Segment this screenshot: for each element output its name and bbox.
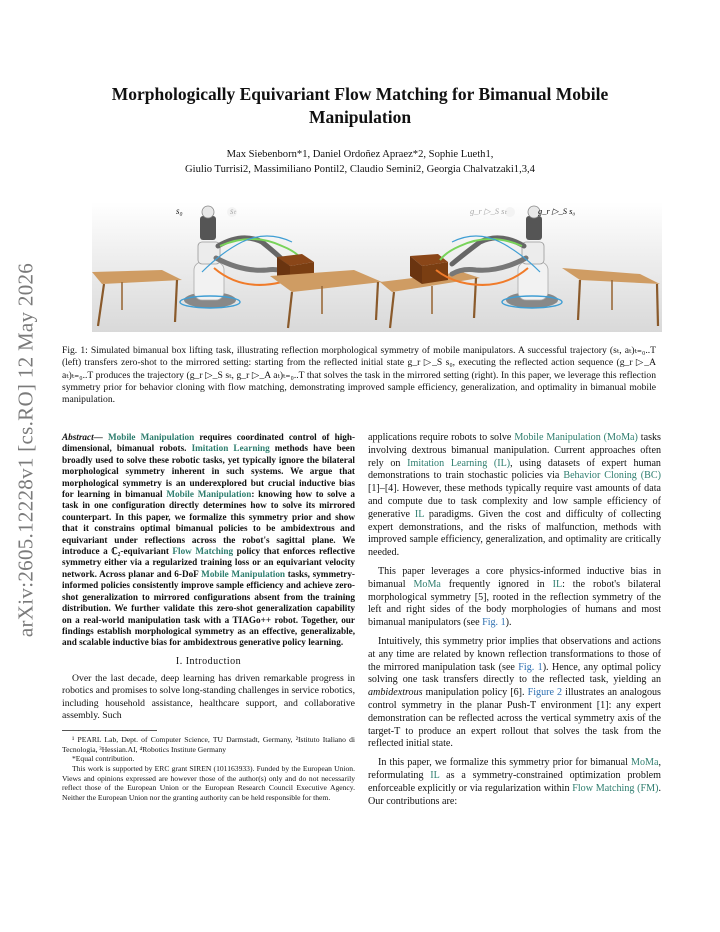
acronym-link[interactable]: Flow Matching — [172, 546, 234, 557]
para-text: Intuitively, this symmetry prior implies that observations and actions at any time are related by known reflection transformations to those of the mirrored manipulation task (see — [368, 635, 661, 673]
para-text: applications require robots to solve — [368, 432, 515, 443]
paper-title: Morphologically Equivariant Flow Matching for Bimanual Mobile Manipulation — [111, 84, 609, 127]
label-reflected-s0: g_r ▷_S s₀ — [538, 206, 576, 216]
figure-reference-link[interactable]: Figure 2 — [527, 687, 563, 699]
figure-1 — [92, 202, 662, 332]
arxiv-identifier: arXiv:2605.12228v1 [cs.RO] 12 May 2026 — [13, 262, 38, 638]
para-text: paradigms. Given the cost and difficulty of collecting expert demonstrations, and the risks of malfunction, methods with improved sample efficiency, generalization, and optimality are critically needed. — [368, 508, 661, 559]
acronym-link[interactable]: Imitation Learning (IL) — [407, 457, 511, 469]
acronym-link[interactable]: Mobile Manipulation — [201, 568, 286, 579]
acronym-link[interactable]: MoMa — [630, 757, 659, 769]
footnote-funding: This work is supported by ERC grant SIREN (101163933). Funded by the European Union. Views and opinions expressed are however those of the author(s) only and do not necessarily reflect those of the European Union or the European Research Council Executive Agency. Neither the European Union nor the granting authority can be held responsible for them. — [62, 763, 355, 802]
abstract — [62, 432, 355, 649]
intro-paragraph — [368, 566, 661, 630]
para-text: as a symmetry-constrained optimization problem enforceable explicitly or via regularization within — [368, 769, 662, 794]
para-text: In this paper, we formalize this symmetry prior for bimanual — [378, 757, 631, 769]
figure-reference-link[interactable]: Fig. 1 — [482, 617, 506, 629]
acronym-link[interactable]: Imitation Learning — [191, 443, 270, 454]
para-text: ). Hence, any optimal policy solving one task transfers directly to the reflected task, yielding an — [368, 661, 661, 686]
emphasis-text: ambidextrous — [368, 687, 423, 699]
acronym-link[interactable]: IL — [430, 769, 440, 781]
acronym-link[interactable]: Mobile Manipulation — [107, 432, 195, 442]
figure-reference-link[interactable]: Fig. 1 — [518, 661, 543, 673]
acronym-link[interactable]: Mobile Manipulation (MoMa) — [514, 432, 638, 443]
para-text: frequently ignored in — [440, 578, 553, 590]
acronym-link[interactable]: IL — [552, 578, 563, 590]
right-column — [368, 432, 661, 814]
footnote-affiliations: ¹ PEARL Lab, Dept. of Computer Science, TU Darmstadt, Germany, ²Istituto Italiano di Tecnologia, ³Hessian.AI, ⁴Robotics Institute Germany — [62, 735, 355, 754]
intro-paragraph — [368, 636, 661, 751]
para-text: This paper leverages a core physics-informed inductive bias in bimanual — [368, 565, 661, 590]
abstract-text: requires coordinated control of high-dimensional, bimanual robots. — [62, 432, 356, 454]
acronym-link[interactable]: IL — [414, 508, 425, 520]
para-text: ). — [505, 617, 512, 629]
acronym-link[interactable]: Flow Matching (FM) — [572, 782, 659, 794]
figure-caption: Fig. 1: Simulated bimanual box lifting task, illustrating reflection morphological symmetry of mobile manipulators. A successful trajectory (sₜ, aₜ)ₜ₌₀..T (left) transfers zero-shot to the mirrored setting: starting from the reflected initial state g_r ▷_S s₀, executing the reflected action sequence (g_r ▷_A aₜ)ₜ₌₀..T produces the trajectory (g_r ▷_S sₜ, g_r ▷_A aₜ)ₜ₌₀..T that solves the task in the mirrored setting (right). In this paper, we leverage this reflection symmetry prior for behavior cloning with flow matching, demonstrating improved sample efficiency, generalization, and optimality in bimanual mobile manipulation. — [62, 345, 656, 406]
para-text: tasks involving dextrous bimanual manipulation. Current approaches often rely on — [368, 432, 661, 469]
arxiv-stamp — [6, 250, 46, 650]
para-text: illustrates an analogous control symmetry in the planar Push-T environment [1]: any expert demonstration can be reflected across the vertical symmetry axis of the target-T to produce an expert rollout that solves the task from the reflected initial state. — [368, 687, 661, 750]
abstract-text: methods have been broadly used to solve these robotic tasks, yet typically ignore the bilateral morphological symmetry inherent in such systems. We argue that morphological symmetry is an underexplored but crucial inductive bias for learning in bimanual — [62, 443, 355, 500]
footnote-equal-contribution: *Equal contribution. — [72, 754, 135, 764]
para-text: . Our contributions are: — [368, 782, 661, 807]
section-heading: I. Introduction — [175, 655, 242, 667]
label-reflected-st: g_r ▷_S sₜ — [470, 206, 507, 216]
label-st: sₜ — [230, 206, 237, 216]
acronym-link[interactable]: MoMa — [413, 578, 441, 590]
abstract-lead: Abstract— — [62, 432, 103, 442]
footnote-divider — [62, 730, 157, 731]
figure-1-render — [92, 202, 662, 332]
abstract-text: tasks, symmetry-informed policies consistently improve sample efficiency and achieve zero-shot generalization to mirrored configurations absent from the training distribution. We further validate this zero-shot generalization capability on a real-world manipulation task with a TIAGo++ robot. Together, our findings establish morphological symmetry as an effective, generalizable, and scalable inductive bias for ambidextrous generative policy learning. — [62, 568, 355, 648]
para-text: , using datasets of expert human demonstrations to train stochastic policies via — [368, 457, 661, 482]
intro-paragraph: Over the last decade, deep learning has driven remarkable progress in robotics and promises to solve long-standing challenges in service robotics, including household assistance, healthcare support, and collaborative assembly. Such — [62, 673, 355, 721]
author-list — [60, 147, 660, 177]
abstract-text: : knowing how to solve a task in one configuration directly determines how to solve its mirrored counterpart. In this paper, we formalize this symmetry prior and show that it constrains optimal bimanual policies to be ambidextrous and equivariant under reflections across the robot's sagittal plane. We introduce a ℂ₂-equivariant — [62, 489, 356, 557]
left-column — [62, 432, 355, 802]
para-text: manipulation policy [6]. — [422, 687, 528, 699]
intro-paragraph — [368, 757, 661, 808]
para-text: , reformulating — [368, 757, 661, 781]
intro-paragraph — [368, 432, 661, 560]
para-text: [1]–[4]. However, these methods typically require vast amounts of data and compute due to task complexity and low sample efficiency of generative — [368, 483, 661, 520]
acronym-link[interactable]: Behavior Cloning (BC) — [563, 470, 661, 482]
acronym-link[interactable]: Mobile Manipulation — [166, 489, 252, 500]
label-s0: s₀ — [176, 206, 183, 216]
abstract-text: policy that enforces reflective symmetry either via a regularized training loss or an equivariant velocity network. Across planar and 6-DoF — [62, 546, 356, 579]
authors-line-2: Giulio Turrisi2, Massimiliano Pontil2, Claudio Semini2, Georgia Chalvatzaki1,3,4 — [185, 164, 535, 175]
para-text: : the robot's bilateral morphological symmetry [5], rooted in the reflection symmetry of the left and right sides of the body morphologies of humans and most bimanual manipulators (see — [368, 578, 661, 629]
authors-line-1: Max Siebenborn*1, Daniel Ordoñez Apraez*2, Sophie Lueth1, — [226, 149, 494, 160]
